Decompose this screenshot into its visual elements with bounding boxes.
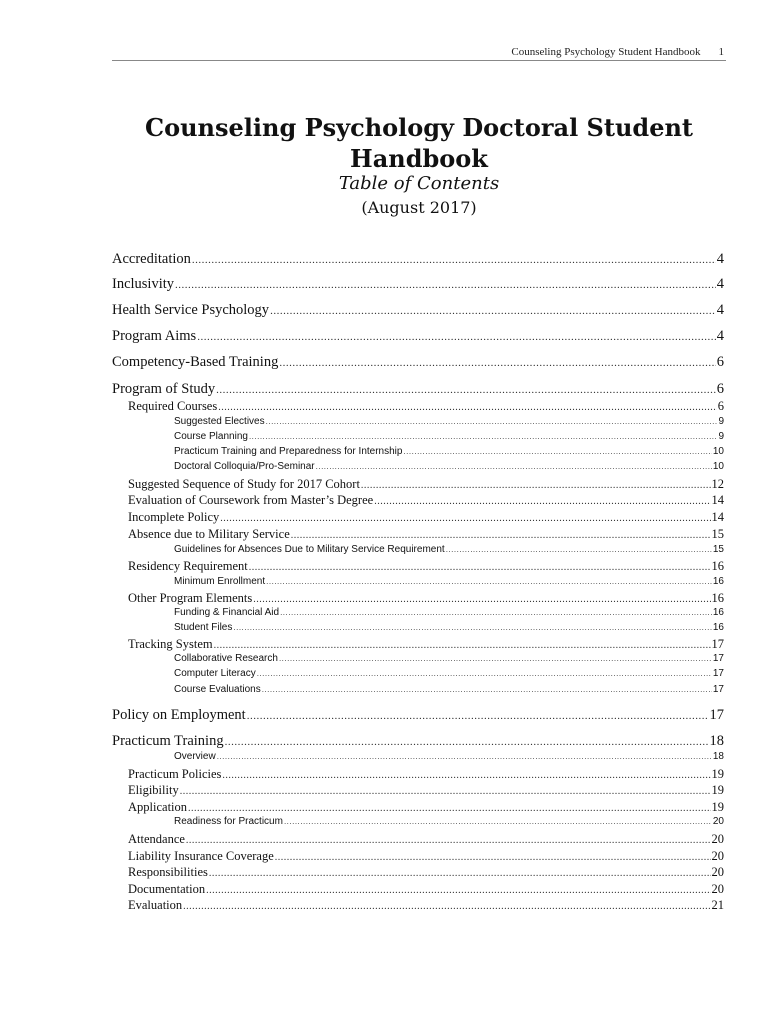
toc-entry-page-number: 4 — [716, 302, 724, 318]
toc-entry[interactable] — [128, 767, 724, 782]
running-header — [112, 46, 724, 58]
toc-entry[interactable] — [174, 751, 724, 762]
toc-entry[interactable] — [112, 354, 724, 371]
toc-entry-page-number: 18 — [712, 751, 724, 762]
toc-entry-page-number: 20 — [711, 832, 724, 846]
toc-entry-page-number: 6 — [716, 381, 724, 397]
toc-entry-label: Competency-Based Training — [112, 354, 279, 370]
toc-entry[interactable] — [128, 783, 724, 798]
toc-entry[interactable] — [174, 446, 724, 457]
toc-leader-dots — [257, 669, 712, 678]
toc-leader-dots — [218, 402, 717, 413]
toc-entry-page-number: 17 — [709, 707, 724, 723]
toc-leader-dots — [403, 447, 711, 456]
toc-leader-dots — [249, 432, 718, 441]
toc-leader-dots — [266, 577, 712, 586]
toc-entry-label: Course Evaluations — [174, 684, 261, 695]
toc-entry-page-number: 16 — [711, 591, 724, 605]
toc-entry-page-number: 12 — [711, 477, 724, 491]
toc-entry-page-number: 18 — [709, 733, 724, 749]
toc-entry-page-number: 16 — [712, 622, 724, 633]
document-title: Counseling Psychology Doctoral Student Handbook — [144, 113, 694, 173]
toc-leader-dots — [275, 852, 711, 863]
toc-entry-label: Incomplete Policy — [128, 510, 220, 524]
toc-entry-page-number: 19 — [711, 783, 724, 797]
toc-leader-dots — [197, 331, 716, 343]
toc-leader-dots — [284, 817, 712, 826]
toc-entry-label: Absence due to Military Service — [128, 527, 290, 541]
toc-entry-page-number: 4 — [716, 276, 724, 292]
toc-entry[interactable] — [174, 668, 724, 679]
toc-entry-label: Overview — [174, 751, 216, 762]
toc-entry-label: Documentation — [128, 882, 206, 896]
toc-leader-dots — [279, 357, 715, 369]
toc-entry-page-number: 4 — [716, 251, 724, 267]
toc-leader-dots — [279, 654, 712, 663]
toc-entry[interactable] — [128, 527, 724, 542]
toc-entry[interactable] — [128, 832, 724, 847]
toc-entry-page-number: 21 — [711, 898, 724, 912]
toc-leader-dots — [361, 480, 711, 491]
toc-entry[interactable] — [174, 653, 724, 664]
toc-leader-dots — [280, 608, 712, 617]
toc-leader-dots — [183, 901, 710, 912]
running-header-title: Counseling Psychology Student Handbook — [511, 46, 701, 58]
toc-entry-page-number: 10 — [712, 461, 724, 472]
toc-entry-label: Liability Insurance Coverage — [128, 849, 274, 863]
toc-entry-label: Inclusivity — [112, 276, 175, 292]
toc-entry-page-number: 14 — [711, 493, 724, 507]
toc-entry-label: Evaluation — [128, 898, 183, 912]
toc-entry[interactable] — [128, 898, 724, 913]
toc-entry[interactable] — [128, 399, 724, 414]
toc-entry-page-number: 17 — [712, 668, 724, 679]
toc-entry-page-number: 17 — [712, 653, 724, 664]
toc-entry[interactable] — [174, 607, 724, 618]
toc-entry[interactable] — [174, 544, 724, 555]
toc-entry-label: Practicum Training — [112, 733, 224, 749]
toc-entry[interactable] — [128, 510, 724, 525]
toc-entry-label: Required Courses — [128, 399, 218, 413]
toc-leader-dots — [316, 462, 712, 471]
document-subtitle: Table of Contents — [338, 173, 500, 194]
header-rule — [112, 60, 726, 61]
toc-entry-label: Readiness for Practicum — [174, 816, 283, 827]
toc-leader-dots — [217, 752, 712, 761]
toc-leader-dots — [188, 803, 710, 814]
toc-entry-label: Practicum Training and Preparedness for Internship — [174, 446, 403, 457]
toc-entry-label: Responsibilities — [128, 865, 208, 879]
toc-entry[interactable] — [112, 328, 724, 345]
toc-leader-dots — [291, 530, 711, 541]
toc-entry[interactable] — [174, 576, 724, 587]
toc-entry[interactable] — [128, 849, 724, 864]
toc-leader-dots — [262, 685, 712, 694]
toc-entry-page-number: 10 — [712, 446, 724, 457]
toc-entry[interactable] — [128, 637, 724, 652]
toc-entry-page-number: 16 — [711, 559, 724, 573]
toc-entry-page-number: 6 — [717, 399, 724, 413]
toc-leader-dots — [374, 496, 710, 507]
toc-entry-label: Student Files — [174, 622, 233, 633]
toc-leader-dots — [180, 786, 711, 797]
toc-entry-label: Evaluation of Coursework from Master’s Degree — [128, 493, 374, 507]
toc-entry-label: Suggested Sequence of Study for 2017 Cohort — [128, 477, 360, 491]
toc-entry-label: Course Planning — [174, 431, 248, 442]
toc-entry-page-number: 20 — [711, 865, 724, 879]
toc-entry-page-number: 9 — [718, 416, 724, 427]
toc-entry-label: Collaborative Research — [174, 653, 278, 664]
toc-entry[interactable] — [112, 302, 724, 319]
toc-leader-dots — [270, 305, 716, 317]
toc-entry[interactable] — [112, 276, 724, 293]
toc-entry-page-number: 19 — [711, 800, 724, 814]
toc-leader-dots — [233, 623, 712, 632]
toc-leader-dots — [206, 885, 710, 896]
toc-entry-label: Application — [128, 800, 188, 814]
toc-entry[interactable] — [174, 431, 724, 442]
toc-entry-page-number: 14 — [711, 510, 724, 524]
toc-leader-dots — [175, 279, 716, 291]
toc-entry-label: Residency Requirement — [128, 559, 248, 573]
toc-entry-label: Policy on Employment — [112, 707, 246, 723]
toc-entry[interactable] — [112, 251, 724, 268]
toc-entry-page-number: 15 — [712, 544, 724, 555]
toc-leader-dots — [253, 594, 710, 605]
toc-leader-dots — [216, 384, 716, 396]
toc-entry-page-number: 4 — [716, 328, 724, 344]
toc-entry-label: Attendance — [128, 832, 185, 846]
toc-entry-label: Eligibility — [128, 783, 179, 797]
toc-entry-page-number: 15 — [711, 527, 724, 541]
toc-entry-label: Program of Study — [112, 381, 216, 397]
toc-entry-label: Accreditation — [112, 251, 191, 267]
toc-entry-page-number: 16 — [712, 576, 724, 587]
toc-leader-dots — [192, 254, 716, 266]
toc-leader-dots — [222, 770, 710, 781]
toc-entry[interactable] — [112, 707, 724, 724]
toc-entry-page-number: 16 — [712, 607, 724, 618]
toc-entry[interactable] — [128, 591, 724, 606]
toc-leader-dots — [209, 868, 711, 879]
toc-entry[interactable] — [128, 493, 724, 508]
toc-leader-dots — [249, 562, 711, 573]
toc-entry[interactable] — [128, 559, 724, 574]
toc-entry-label: Guidelines for Absences Due to Military Service Requirement — [174, 544, 445, 555]
toc-entry[interactable] — [174, 684, 724, 695]
toc-entry[interactable] — [128, 882, 724, 897]
toc-leader-dots — [446, 545, 712, 554]
toc-entry-page-number: 20 — [711, 882, 724, 896]
toc-entry-page-number: 17 — [712, 684, 724, 695]
toc-entry[interactable] — [174, 461, 724, 472]
page-number: 1 — [718, 46, 724, 58]
toc-leader-dots — [225, 736, 709, 748]
toc-entry-label: Computer Literacy — [174, 668, 256, 679]
toc-entry-label: Tracking System — [128, 637, 213, 651]
toc-leader-dots — [220, 513, 710, 524]
toc-entry[interactable] — [112, 733, 724, 750]
toc-entry[interactable] — [174, 622, 724, 633]
toc-entry[interactable] — [128, 800, 724, 815]
toc-entry-page-number: 6 — [716, 354, 724, 370]
toc-leader-dots — [247, 710, 709, 722]
toc-entry-label: Other Program Elements — [128, 591, 253, 605]
toc-entry[interactable] — [174, 416, 724, 427]
toc-entry-page-number: 20 — [712, 816, 724, 827]
toc-entry-label: Suggested Electives — [174, 416, 265, 427]
toc-entry-label: Funding & Financial Aid — [174, 607, 280, 618]
toc-entry-page-number: 9 — [718, 431, 724, 442]
toc-entry-label: Minimum Enrollment — [174, 576, 266, 587]
toc-entry-page-number: 20 — [711, 849, 724, 863]
toc-leader-dots — [186, 835, 711, 846]
toc-leader-dots — [266, 417, 718, 426]
toc-entry-label: Doctoral Colloquia/Pro-Seminar — [174, 461, 315, 472]
toc-leader-dots — [214, 640, 711, 651]
toc-entry-page-number: 19 — [711, 767, 724, 781]
toc-entry-label: Program Aims — [112, 328, 197, 344]
toc-entry-page-number: 17 — [711, 637, 724, 651]
document-date: (August 2017) — [361, 198, 477, 217]
toc-entry[interactable] — [128, 477, 724, 492]
toc-entry-label: Practicum Policies — [128, 767, 222, 781]
toc-entry-label: Health Service Psychology — [112, 302, 270, 318]
toc-entry[interactable] — [112, 381, 724, 398]
toc-entry[interactable] — [174, 816, 724, 827]
toc-entry[interactable] — [128, 865, 724, 880]
